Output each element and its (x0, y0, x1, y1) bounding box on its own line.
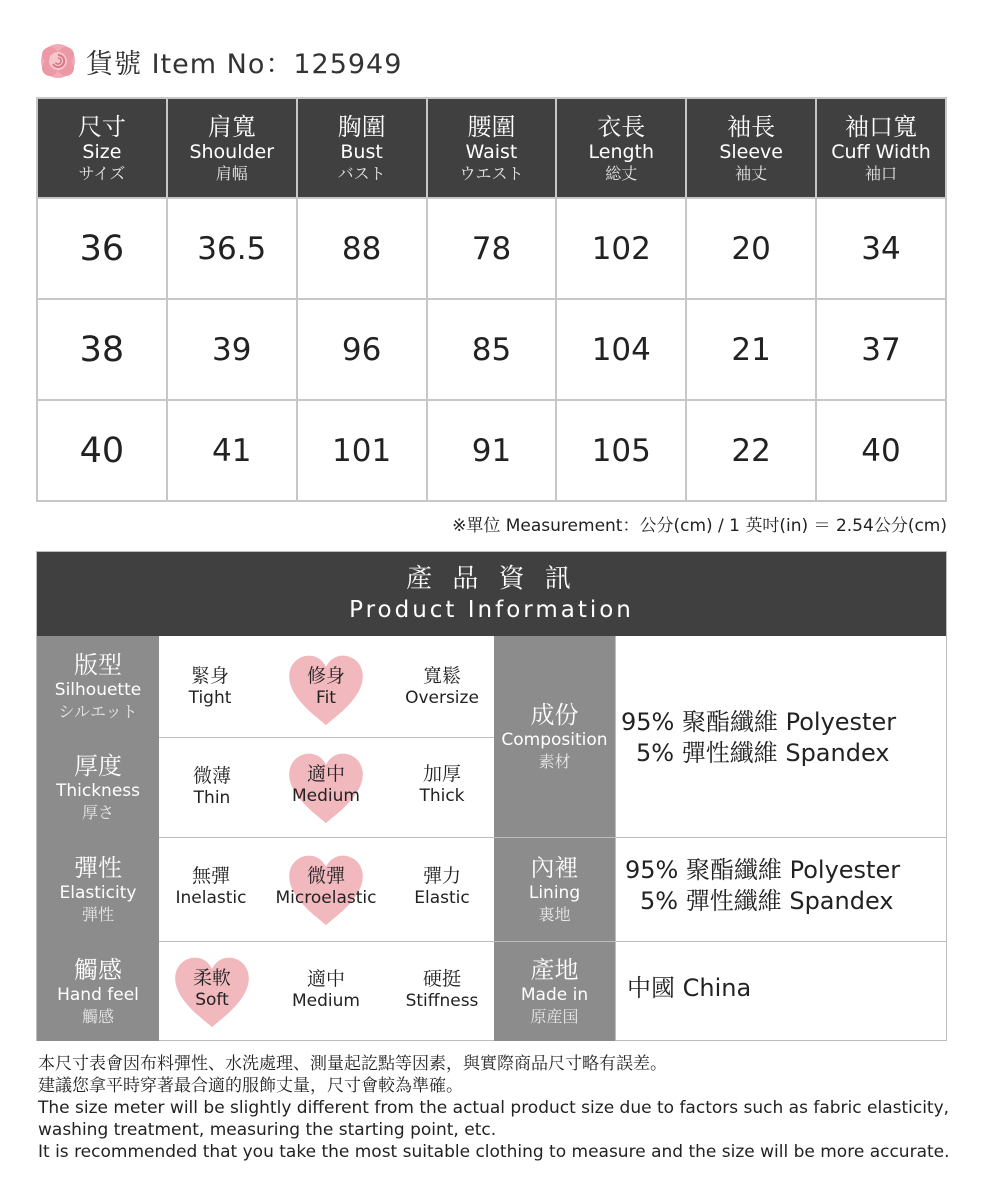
header-waist: 腰圍 Waist ウエスト (427, 98, 557, 198)
table-cell: 101 (297, 400, 427, 501)
table-row (37, 400, 946, 501)
option-oversize: 寬鬆 Oversize (405, 665, 479, 708)
label-made-in: 產地 Made in 原産国 (494, 941, 615, 1041)
measurement-note: ※單位 Measurement：公分(cm) / 1 英吋(in) ＝ 2.54公分(cm) (452, 516, 947, 536)
lining-value: 95% 聚酯纖維 Polyester 5% 彈性纖維 Spandex (625, 856, 901, 915)
header-bust: 胸圍 Bust バスト (297, 98, 427, 198)
option-soft-selected: 柔軟 Soft (157, 954, 267, 1024)
table-cell: 105 (556, 400, 686, 501)
size-cell: 36 (37, 198, 167, 299)
size-table-header-row (37, 98, 946, 198)
table-cell: 41 (167, 400, 297, 501)
product-info-panel (36, 551, 947, 1041)
rose-icon (38, 41, 78, 81)
header-shoulder: 肩寬 Shoulder 肩幅 (167, 98, 297, 198)
label-hand-feel: 觸感 Hand feel 觸感 (37, 941, 159, 1041)
table-cell: 102 (556, 198, 686, 299)
table-cell: 21 (686, 299, 816, 400)
option-stiffness: 硬挺 Stiffness (405, 968, 479, 1011)
product-info-header (37, 552, 946, 636)
option-thin: 微薄 Thin (192, 765, 231, 808)
divider (159, 941, 947, 942)
table-cell: 91 (427, 400, 557, 501)
label-silhouette: 版型 Silhouette シルエット (37, 636, 159, 737)
table-row (37, 198, 946, 299)
disclaimer-line: The size meter will be slightly different from the actual product size due to factors such as fabric elasticity, (38, 1098, 950, 1118)
divider (159, 837, 947, 838)
option-elastic: 彈力 Elastic (414, 865, 470, 908)
table-cell: 20 (686, 198, 816, 299)
table-row (37, 299, 946, 400)
option-tight: 緊身 Tight (188, 665, 232, 708)
divider (159, 737, 494, 738)
table-cell: 36.5 (167, 198, 297, 299)
option-medium: 適中 Medium (292, 968, 360, 1011)
item-number-title: 貨號 Item No：125949 (86, 48, 403, 80)
header-length: 衣長 Length 総丈 (556, 98, 686, 198)
label-composition: 成份 Composition 素材 (494, 636, 615, 837)
size-cell: 38 (37, 299, 167, 400)
header-cuff-width: 袖口寬 Cuff Width 袖口 (816, 98, 946, 198)
disclaimer-line: washing treatment, measuring the starting point, etc. (38, 1120, 497, 1140)
disclaimer-line: It is recommended that you take the most suitable clothing to measure and the size will be more accurate. (38, 1142, 950, 1162)
origin-value: 中國 China (627, 974, 752, 1002)
table-cell: 78 (427, 198, 557, 299)
table-cell: 39 (167, 299, 297, 400)
product-info-title-zh: 產 品 資 訊 (406, 564, 577, 594)
label-lining: 內裡 Lining 裏地 (494, 837, 615, 941)
table-cell: 104 (556, 299, 686, 400)
option-medium-selected: 適中 Medium (271, 750, 381, 820)
page-header (38, 40, 402, 82)
size-cell: 40 (37, 400, 167, 501)
option-inelastic: 無彈 Inelastic (175, 865, 247, 908)
table-cell: 96 (297, 299, 427, 400)
disclaimer-line: 建議您拿平時穿著最合適的服飾丈量，尺寸會較為準確。 (38, 1076, 463, 1096)
label-thickness: 厚度 Thickness 厚さ (37, 737, 159, 837)
size-table (36, 97, 947, 502)
header-size: 尺寸 Size サイズ (37, 98, 167, 198)
label-elasticity: 彈性 Elasticity 弾性 (37, 837, 159, 941)
divider (615, 636, 616, 1041)
disclaimer (38, 1053, 958, 1163)
composition-value: 95% 聚酯纖維 Polyester 5% 彈性纖維 Spandex (621, 708, 897, 767)
table-cell: 34 (816, 198, 946, 299)
table-cell: 22 (686, 400, 816, 501)
option-microelastic-selected: 微彈 Microelastic (271, 852, 381, 922)
table-cell: 37 (816, 299, 946, 400)
option-thick: 加厚 Thick (419, 763, 465, 806)
table-cell: 88 (297, 198, 427, 299)
disclaimer-line: 本尺寸表會因布料彈性、水洗處理、測量起訖點等因素，與實際商品尺寸略有誤差。 (38, 1054, 667, 1074)
table-cell: 40 (816, 400, 946, 501)
option-fit-selected: 修身 Fit (271, 652, 381, 722)
header-sleeve: 袖長 Sleeve 袖丈 (686, 98, 816, 198)
table-cell: 85 (427, 299, 557, 400)
product-info-title-en: Product Information (349, 597, 634, 623)
